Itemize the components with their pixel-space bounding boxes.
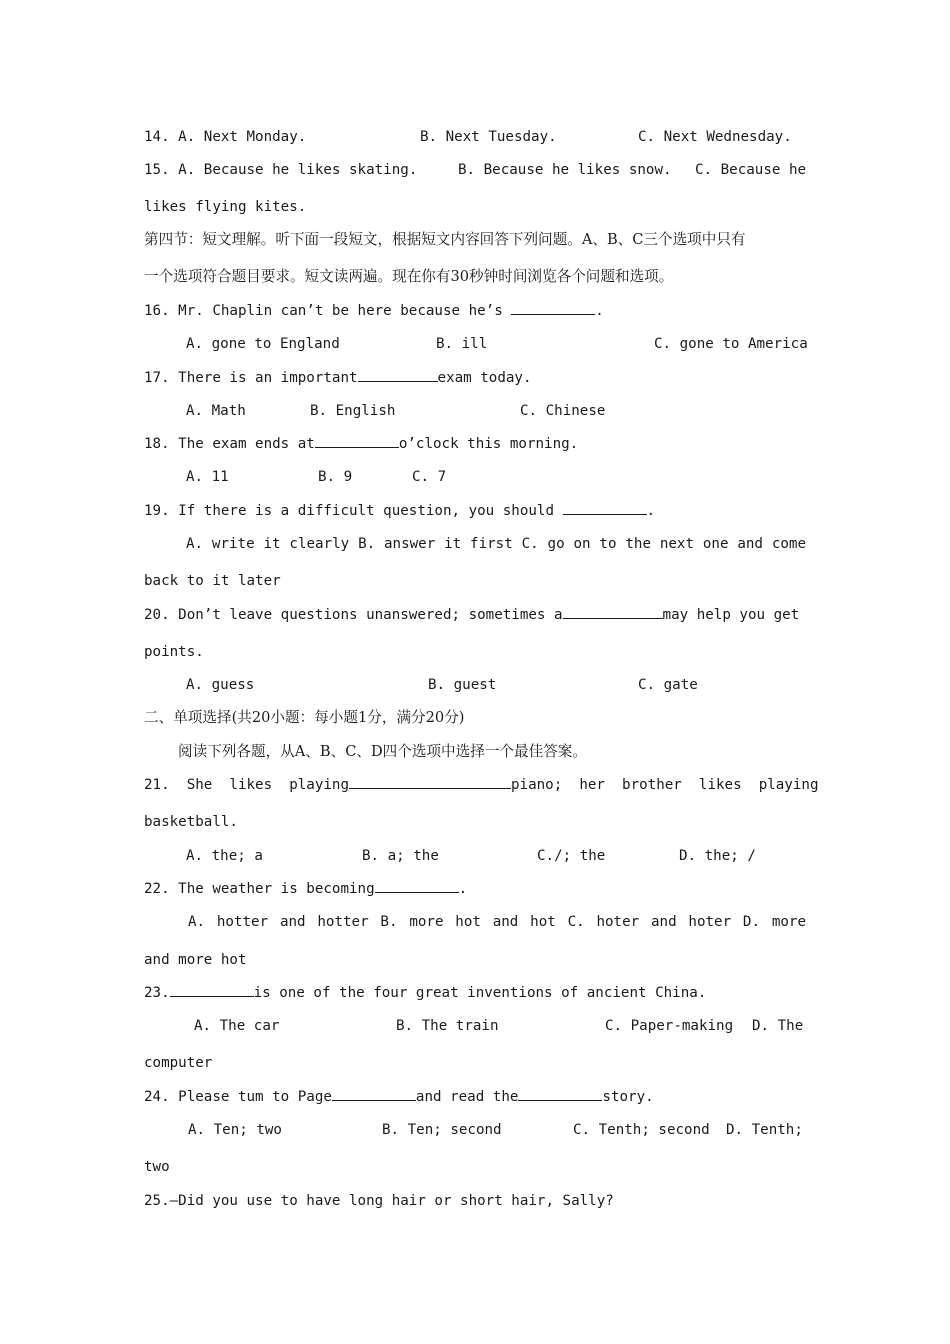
q20-option-c: C. gate (638, 677, 698, 693)
q22-stem: 22. The weather is becoming (144, 881, 375, 897)
q17-option-a: A. Math (186, 403, 246, 419)
q22-options: A. hotter and hotter B. more hot and hot C. hoter and hoter D. more (188, 914, 806, 930)
q19-stem: 19. If there is a difficult question, you should (144, 503, 563, 519)
q21-option-c: C./; the (537, 848, 606, 864)
q24-options (144, 1119, 806, 1141)
answer-blank (358, 367, 438, 382)
q18-option-a: A. 11 (186, 469, 229, 485)
q16-options (144, 333, 806, 355)
q21-continuation: basketball. (144, 814, 238, 830)
q17-stem: 17. There is an important (144, 370, 358, 386)
q18-stem-end: o’clock this morning. (398, 436, 579, 452)
q16-stem-end: . (595, 303, 604, 319)
answer-blank (349, 774, 511, 789)
q18-option-c: C. 7 (412, 469, 447, 485)
question-17 (144, 367, 806, 389)
q23-option-d: D. The (752, 1018, 804, 1034)
answer-blank (511, 300, 595, 315)
answer-blank (375, 878, 459, 893)
q15-option-a: 15. A. Because he likes skating. (144, 162, 418, 178)
answer-blank (563, 500, 647, 515)
answer-blank (170, 982, 254, 997)
q20-continuation: points. (144, 644, 204, 660)
q21-stem: 21. She likes playing (144, 777, 349, 793)
q18-stem: 18. The exam ends at (144, 436, 315, 452)
part-2-instruction: 阅读下列各题，从A、B、C、D四个选项中选择一个最佳答案。 (178, 743, 587, 760)
q24-stem: 24. Please tum to Page (144, 1089, 332, 1105)
answer-blank (332, 1086, 416, 1101)
question-23 (144, 982, 806, 1004)
question-22 (144, 878, 806, 900)
q20-stem-wrap (144, 604, 799, 626)
answer-blank (563, 604, 663, 619)
q24-stem-end: story. (602, 1089, 654, 1105)
q16-option-c: C. gone to America (654, 336, 808, 352)
q21-option-a: A. the; a (186, 848, 263, 864)
question-20 (144, 604, 806, 626)
q14-option-a: 14. A. Next Monday. (144, 129, 307, 145)
q17-options (144, 400, 806, 422)
q17-stem-end: exam today. (437, 370, 532, 386)
q18-options (144, 466, 806, 488)
question-25: 25.—Did you use to have long hair or short hair, Sally? (144, 1193, 614, 1209)
q24-option-a: A. Ten; two (188, 1122, 282, 1138)
q17-option-b: B. English (310, 403, 396, 419)
q21-option-b: B. a; the (362, 848, 439, 864)
question-24 (144, 1086, 806, 1108)
question-16 (144, 300, 806, 322)
question-19 (144, 500, 806, 522)
q20-option-b: B. guest (428, 677, 497, 693)
question-14 (144, 126, 806, 148)
q15-option-b: B. Because he likes snow. (458, 162, 672, 178)
q21-option-d: D. the; / (679, 848, 756, 864)
q16-option-a: A. gone to England (186, 336, 340, 352)
q23-options-cont: computer (144, 1055, 213, 1071)
q24-option-d: D. Tenth; (726, 1122, 803, 1138)
q20-stem-end: may help you get (662, 607, 800, 623)
answer-blank (315, 433, 399, 448)
q19-options: A. write it clearly B. answer it first C. go on to the next one and come (186, 536, 806, 552)
answer-blank (518, 1086, 602, 1101)
q16-option-b: B. ill (436, 336, 488, 352)
q21-stem-end: piano; her brother likes playing (511, 777, 819, 793)
section-4-instruction-cont: 一个选项符合题目要求。短文读两遍。现在你有30秒钟时间浏览各个问题和选项。 (144, 268, 674, 285)
q24-stem-mid: and read the (415, 1089, 519, 1105)
q23-options (144, 1015, 806, 1037)
q21-options (144, 845, 806, 867)
part-2-heading: 二、单项选择(共20小题：每小题1分，满分20分) (144, 709, 465, 726)
q24-option-c: C. Tenth; second (573, 1122, 710, 1138)
q24-options-cont: two (144, 1159, 170, 1175)
q15-option-c: C. Because he (695, 162, 807, 178)
q20-stem: 20. Don’t leave questions unanswered; sometimes a (144, 607, 563, 623)
section-4-instruction: 第四节：短文理解。听下面一段短文，根据短文内容回答下列问题。A、B、C三个选项中只有 (144, 231, 746, 248)
question-21 (144, 774, 819, 796)
q19-stem-end: . (646, 503, 656, 519)
q18-option-b: B. 9 (318, 469, 353, 485)
q15-continuation: likes flying kites. (144, 199, 307, 215)
q23-option-a: A. The car (194, 1018, 280, 1034)
q23-stem-end: is one of the four great inventions of ancient China. (253, 985, 707, 1001)
q16-stem: 16. Mr. Chaplin can’t be here because he’s (144, 303, 512, 319)
q23-option-c: C. Paper-making (605, 1018, 734, 1034)
q14-option-c: C. Next Wednesday. (638, 129, 792, 145)
q14-option-b: B. Next Tuesday. (420, 129, 557, 145)
question-15 (144, 159, 806, 181)
q19-options-cont: back to it later (144, 573, 281, 589)
q23-stem: 23. (144, 985, 170, 1001)
q20-option-a: A. guess (186, 677, 255, 693)
q22-options-cont: and more hot (144, 952, 247, 968)
q17-option-c: C. Chinese (520, 403, 606, 419)
q20-options (144, 674, 806, 696)
q24-option-b: B. Ten; second (382, 1122, 502, 1138)
q22-stem-end: . (458, 881, 468, 897)
q23-option-b: B. The train (396, 1018, 499, 1034)
question-18 (144, 433, 806, 455)
